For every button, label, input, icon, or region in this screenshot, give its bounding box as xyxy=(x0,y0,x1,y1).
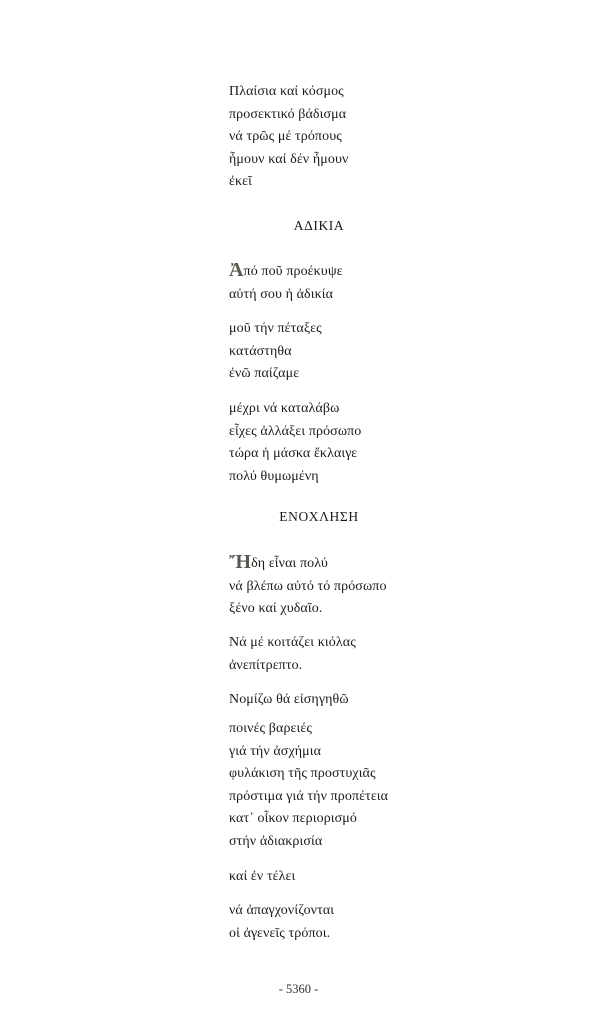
poem-line: προσεκτικό βάδισμα xyxy=(229,106,347,122)
poem-first-line xyxy=(229,552,559,576)
drop-cap: Ἀ xyxy=(229,259,244,281)
page-number: - 5360 - xyxy=(278,982,319,996)
poem-line: Νά μέ κοιτάζει κιόλας xyxy=(229,635,356,650)
poem-line: νά ἀπαγχονίζονται xyxy=(229,903,335,918)
poem-line: γιά τήν ἀσχήμια xyxy=(229,743,322,759)
poem-line: ἐκεῖ xyxy=(229,174,252,189)
poem3-stanza-4 xyxy=(229,718,559,853)
poem-line: στήν ἀδιακρισία xyxy=(229,833,323,849)
poem-line: ἐνῶ παίζαμε xyxy=(229,366,300,381)
first-line-text: δη εἶναι πολύ xyxy=(251,556,328,571)
poem2-title: ΑΔΙΚΙΑ xyxy=(293,218,345,233)
poem-line: νά τρῶς μέ τρόπους xyxy=(229,129,342,144)
poem2-stanza-2 xyxy=(229,318,559,386)
poem-line: πρόστιμα γιά τήν προπέτεια xyxy=(229,788,389,804)
poem-line: καί ἐν τέλει xyxy=(229,869,296,884)
poem-line: ἀνεπίτρεπτο. xyxy=(229,657,303,673)
poem-line: φυλάκιση τῆς προστυχιᾶς xyxy=(229,766,376,781)
poem-line: αὐτή σου ἡ ἀδικία xyxy=(229,286,334,302)
poem2-stanza-3 xyxy=(229,398,559,488)
poem-line: ξένο καί χυδαῖο. xyxy=(229,601,323,616)
poem3-stanza-3 xyxy=(229,689,559,712)
poem-line: Πλαίσια καί κόσμος xyxy=(229,84,344,99)
poem-line: κατάστηθα xyxy=(229,343,292,359)
poem2-stanza-1 xyxy=(229,260,559,306)
poem-first-line xyxy=(229,260,559,284)
poem-line: ποινές βαρειές xyxy=(229,721,313,736)
poem1-stanza xyxy=(229,81,559,194)
poem3-title: ΕΝΟΧΛΗΣΗ xyxy=(279,509,359,524)
poem3-stanza-2 xyxy=(229,632,559,677)
poem-line: κατ᾽ οἶκον περιορισμό xyxy=(229,811,358,826)
poem-line: ἦμουν καί δέν ἦμουν xyxy=(229,151,349,167)
drop-cap: Ἤ xyxy=(229,551,252,573)
poem-line: τώρα ἡ μάσκα ἔκλαιγε xyxy=(229,446,358,461)
poem-line: πολύ θυμωμένη xyxy=(229,468,319,484)
poem-line: οἱ ἀγενεῖς τρόποι. xyxy=(229,925,331,941)
poem-line: νά βλέπω αὐτό τό πρόσωπο xyxy=(229,578,387,594)
poem3-stanza-5 xyxy=(229,866,559,889)
poem3-stanza-1 xyxy=(229,552,559,621)
poem3-stanza-6 xyxy=(229,900,559,945)
first-line-text: πό ποῦ προέκυψε xyxy=(243,264,343,279)
poem-line: μέχρι νά καταλάβω xyxy=(229,401,340,416)
poem-line: Νομίζω θά εἰσηγηθῶ xyxy=(229,692,349,707)
poem-line: μοῦ τήν πέταξες xyxy=(229,321,322,336)
poem-line: εἶχες ἀλλάξει πρόσωπο xyxy=(229,423,362,439)
